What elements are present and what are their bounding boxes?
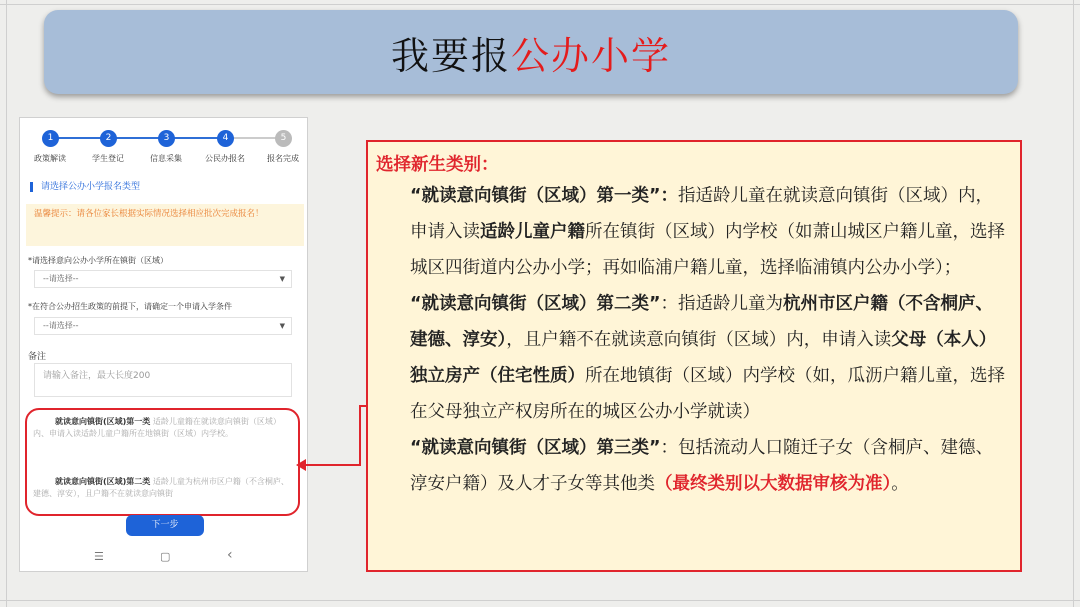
chevron-down-icon: ▼ xyxy=(279,275,285,283)
district-field-label: *请选择意向公办小学所在镇街（区域） xyxy=(28,256,168,265)
tip-box: 温馨提示：请各位家长根据实际情况选择相应批次完成报名！ xyxy=(26,204,304,246)
category-3-note: （最终类别以大数据审核为准） xyxy=(655,474,892,494)
title-part1: 我要报 xyxy=(390,33,511,78)
category-1-text-a: 指适龄儿童在就读意向镇街（区域）内，申请入读 xyxy=(410,186,994,242)
title-part2: 公办小学 xyxy=(511,33,672,78)
category-1-emphasis: 适龄儿童户籍 xyxy=(480,222,585,242)
arrow-segment-vertical xyxy=(359,405,361,466)
explanation-panel xyxy=(366,140,1022,572)
step-label-5: 报名完成 xyxy=(267,154,299,163)
section-heading: 请选择公办小学报名类型 xyxy=(30,182,140,192)
arrow-left-icon xyxy=(296,459,306,471)
option-1-title: 就读意向镇街(区域)第一类 xyxy=(55,417,151,426)
step-dot-1: 1 xyxy=(42,130,59,147)
step-label-4: 公民办报名 xyxy=(205,154,245,163)
option-2-desc: 适龄儿童为杭州市区户籍（不含桐庐、建德、淳安），且户籍不在就读意向镇街 xyxy=(33,477,289,498)
category-2-title: “就读意向镇街（区域）第二类” xyxy=(410,294,661,314)
panel-paragraph-2 xyxy=(376,286,1006,430)
step-dot-4: 4 xyxy=(217,130,234,147)
condition-select[interactable] xyxy=(34,317,292,335)
option-1-desc: 适龄儿童籍在就读意向镇街（区域）内、申请入读适龄儿童户籍所在地镇街（区域）内学校。 xyxy=(33,417,281,438)
step-dot-2: 2 xyxy=(100,130,117,147)
chevron-down-icon: ▼ xyxy=(279,322,285,330)
back-icon[interactable]: ‹ xyxy=(227,547,233,563)
frame-line-right xyxy=(1073,0,1074,607)
category-options-highlight xyxy=(25,408,300,516)
step-label-1: 政策解读 xyxy=(34,154,66,163)
menu-icon[interactable]: ☰ xyxy=(94,550,104,563)
android-nav-bar xyxy=(20,547,308,570)
category-2-text-c: 所在地镇街（区域）内学校（如，瓜沥户籍儿童，选择在父母独立产权房所在的城区公办小学就读） xyxy=(410,366,1005,422)
remark-input[interactable]: 请输入备注，最大长度200 xyxy=(34,363,292,397)
panel-heading: 选择新生类别： xyxy=(376,155,499,175)
step-line-active xyxy=(50,137,230,139)
step-dot-3: 3 xyxy=(158,130,175,147)
option-2-title: 就读意向镇街(区域)第二类 xyxy=(55,477,151,486)
home-icon[interactable]: ▢ xyxy=(160,550,171,563)
phone-screenshot xyxy=(19,117,308,572)
district-select-value: --请选择-- xyxy=(43,274,79,283)
frame-line-bottom xyxy=(0,600,1080,601)
category-3-text-b: 。 xyxy=(891,474,909,494)
arrow-segment-horizontal xyxy=(303,464,361,466)
option-category-1[interactable] xyxy=(33,416,295,440)
district-select[interactable] xyxy=(34,270,292,288)
panel-paragraph-1 xyxy=(376,178,1006,286)
category-2-emphasis-a: 杭州市区户籍（不含桐庐、建德、淳安） xyxy=(410,294,994,350)
step-label-3: 信息采集 xyxy=(150,154,182,163)
option-category-2[interactable] xyxy=(33,476,295,500)
category-3-title: “就读意向镇街（区域）第三类” xyxy=(410,438,661,458)
category-2-emphasis-b: 父母（本人）独立房产（住宅性质） xyxy=(410,330,997,386)
condition-field-label: *在符合公办招生政策的前提下，请确定一个申请入学条件 xyxy=(28,302,232,311)
frame-line-left xyxy=(6,0,7,607)
category-1-text-b: 所在镇街（区域）内学校（如萧山城区户籍儿童，选择城区四街道内公办小学；再如临浦户籍儿童，选择临浦镇内公办小学）； xyxy=(410,222,1005,278)
step-progress xyxy=(20,126,308,166)
panel-paragraph-3 xyxy=(376,430,1006,502)
next-step-button[interactable]: 下一步 xyxy=(126,515,204,536)
category-2-text-a: ：指适龄儿童为 xyxy=(660,294,784,314)
category-2-text-b: ，且户籍不在就读意向镇街（区域）内，申请入读 xyxy=(506,330,892,350)
condition-select-value: --请选择-- xyxy=(43,321,79,330)
remark-label: 备注 xyxy=(28,352,47,362)
category-1-title: “就读意向镇街（区域）第一类”： xyxy=(410,186,679,206)
step-label-2: 学生登记 xyxy=(92,154,124,163)
category-3-text-a: ：包括流动人口随迁子女（含桐庐、建德、淳安户籍）及人才子女等其他类 xyxy=(410,438,994,494)
title-banner xyxy=(44,10,1018,94)
step-dot-5: 5 xyxy=(275,130,292,147)
frame-line-top xyxy=(0,4,1080,5)
